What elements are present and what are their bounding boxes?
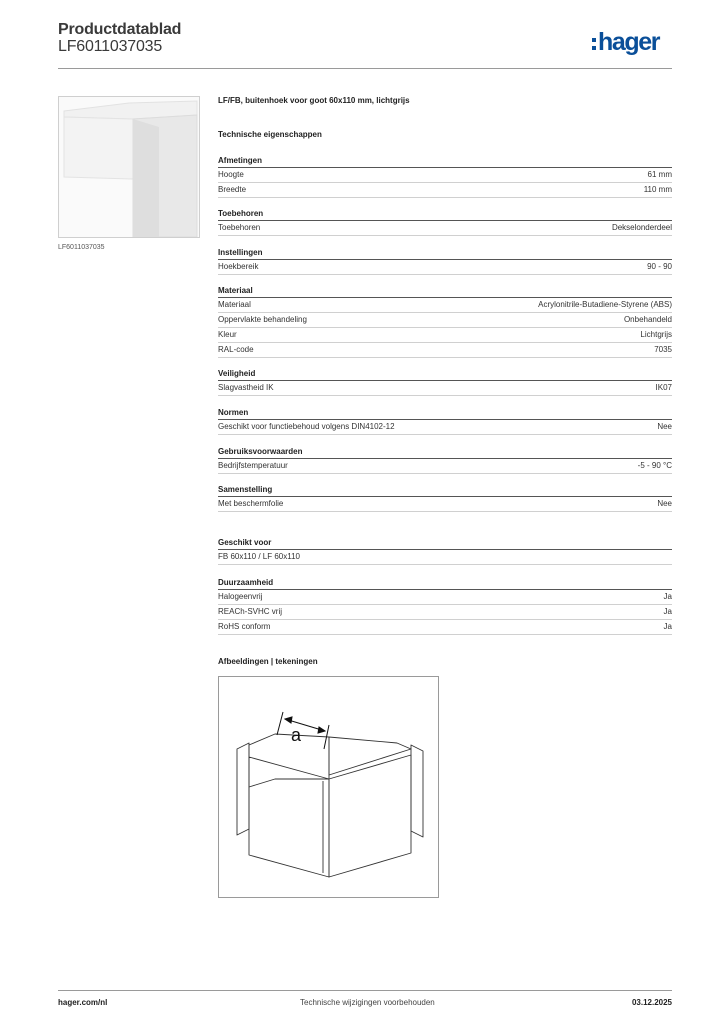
property-row — [218, 343, 672, 358]
property-row — [218, 550, 672, 565]
header-divider — [58, 68, 672, 69]
property-value: -5 - 90 °C — [637, 461, 672, 470]
section-title: Samenstelling — [218, 484, 672, 497]
property-label: REACh-SVHC vrij — [218, 607, 283, 616]
property-row — [218, 420, 672, 435]
section-title: Toebehoren — [218, 208, 672, 221]
property-value: Dekselonderdeel — [611, 223, 672, 232]
property-value: 61 mm — [647, 170, 672, 179]
outer-corner-product-icon — [59, 97, 199, 237]
property-value: 90 - 90 — [647, 262, 672, 271]
property-value: Ja — [663, 592, 672, 601]
section-materiaal — [218, 285, 672, 358]
product-description: LF/FB, buitenhoek voor goot 60x110 mm, lichtgrijs — [218, 96, 410, 105]
section-geschikt-voor — [218, 537, 672, 565]
property-label: Materiaal — [218, 300, 251, 309]
section-gebruiksvoorwaarden — [218, 446, 672, 474]
section-afmetingen — [218, 155, 672, 198]
property-label: Toebehoren — [218, 223, 261, 232]
section-normen — [218, 407, 672, 435]
technical-properties-heading: Technische eigenschappen — [218, 130, 322, 139]
footer-website-link[interactable]: hager.com/nl — [58, 998, 108, 1007]
property-row — [218, 183, 672, 198]
property-row — [218, 260, 672, 275]
section-title: Normen — [218, 407, 672, 420]
logo-wordmark: hager — [598, 27, 660, 56]
section-title: Gebruiksvoorwaarden — [218, 446, 672, 459]
property-label: Breedte — [218, 185, 247, 194]
property-label: Geschikt voor functiebehoud volgens DIN4102-12 — [218, 422, 395, 431]
property-label: Met beschermfolie — [218, 499, 284, 508]
property-row — [218, 168, 672, 183]
dimension-label: a — [291, 725, 302, 745]
outer-corner-drawing-icon — [219, 677, 438, 897]
property-label: FB 60x110 / LF 60x110 — [218, 552, 300, 561]
section-title: Instellingen — [218, 247, 672, 260]
footer-disclaimer: Technische wijzigingen voorbehouden — [300, 998, 435, 1007]
section-duurzaamheid — [218, 577, 672, 635]
property-label: Slagvastheid IK — [218, 383, 274, 392]
section-title: Veiligheid — [218, 368, 672, 381]
property-label: Halogeenvrij — [218, 592, 263, 601]
property-label: Oppervlakte behandeling — [218, 315, 307, 324]
property-row — [218, 313, 672, 328]
hager-logo — [592, 28, 659, 56]
property-row — [218, 221, 672, 236]
property-row — [218, 497, 672, 512]
property-value: Onbehandeld — [623, 315, 672, 324]
property-row — [218, 328, 672, 343]
property-label: RoHS conform — [218, 622, 271, 631]
property-label: Kleur — [218, 330, 237, 339]
property-row — [218, 298, 672, 313]
property-label: RAL-code — [218, 345, 254, 354]
property-value: IK07 — [655, 383, 672, 392]
technical-drawing — [218, 676, 439, 898]
section-title: Duurzaamheid — [218, 577, 672, 590]
property-row — [218, 620, 672, 635]
property-value: 7035 — [654, 345, 672, 354]
property-value: Nee — [657, 422, 672, 431]
drawings-heading: Afbeeldingen | tekeningen — [218, 657, 318, 666]
property-row — [218, 590, 672, 605]
footer-date: 03.12.2025 — [631, 998, 672, 1007]
section-instellingen — [218, 247, 672, 275]
page-title: Productdatablad — [58, 21, 182, 38]
product-image — [58, 96, 200, 238]
property-value: Acrylonitrile-Butadiene-Styrene (ABS) — [538, 300, 672, 309]
section-samenstelling — [218, 484, 672, 512]
property-value: Ja — [663, 622, 672, 631]
section-toebehoren — [218, 208, 672, 236]
property-row — [218, 381, 672, 396]
property-value: Ja — [663, 607, 672, 616]
property-label: Hoogte — [218, 170, 244, 179]
section-title: Materiaal — [218, 285, 672, 298]
property-row — [218, 605, 672, 620]
section-title: Geschikt voor — [218, 537, 672, 550]
product-number: LF6011037035 — [58, 38, 163, 55]
product-image-caption: LF6011037035 — [58, 244, 105, 251]
property-label: Bedrijfstemperatuur — [218, 461, 288, 470]
property-value: Lichtgrijs — [640, 330, 672, 339]
property-value: 110 mm — [643, 185, 672, 194]
footer-divider — [58, 990, 672, 991]
logo-dots-icon — [592, 38, 596, 50]
property-row — [218, 459, 672, 474]
section-veiligheid — [218, 368, 672, 396]
property-label: Hoekbereik — [218, 262, 259, 271]
property-value: Nee — [657, 499, 672, 508]
section-title: Afmetingen — [218, 155, 672, 168]
